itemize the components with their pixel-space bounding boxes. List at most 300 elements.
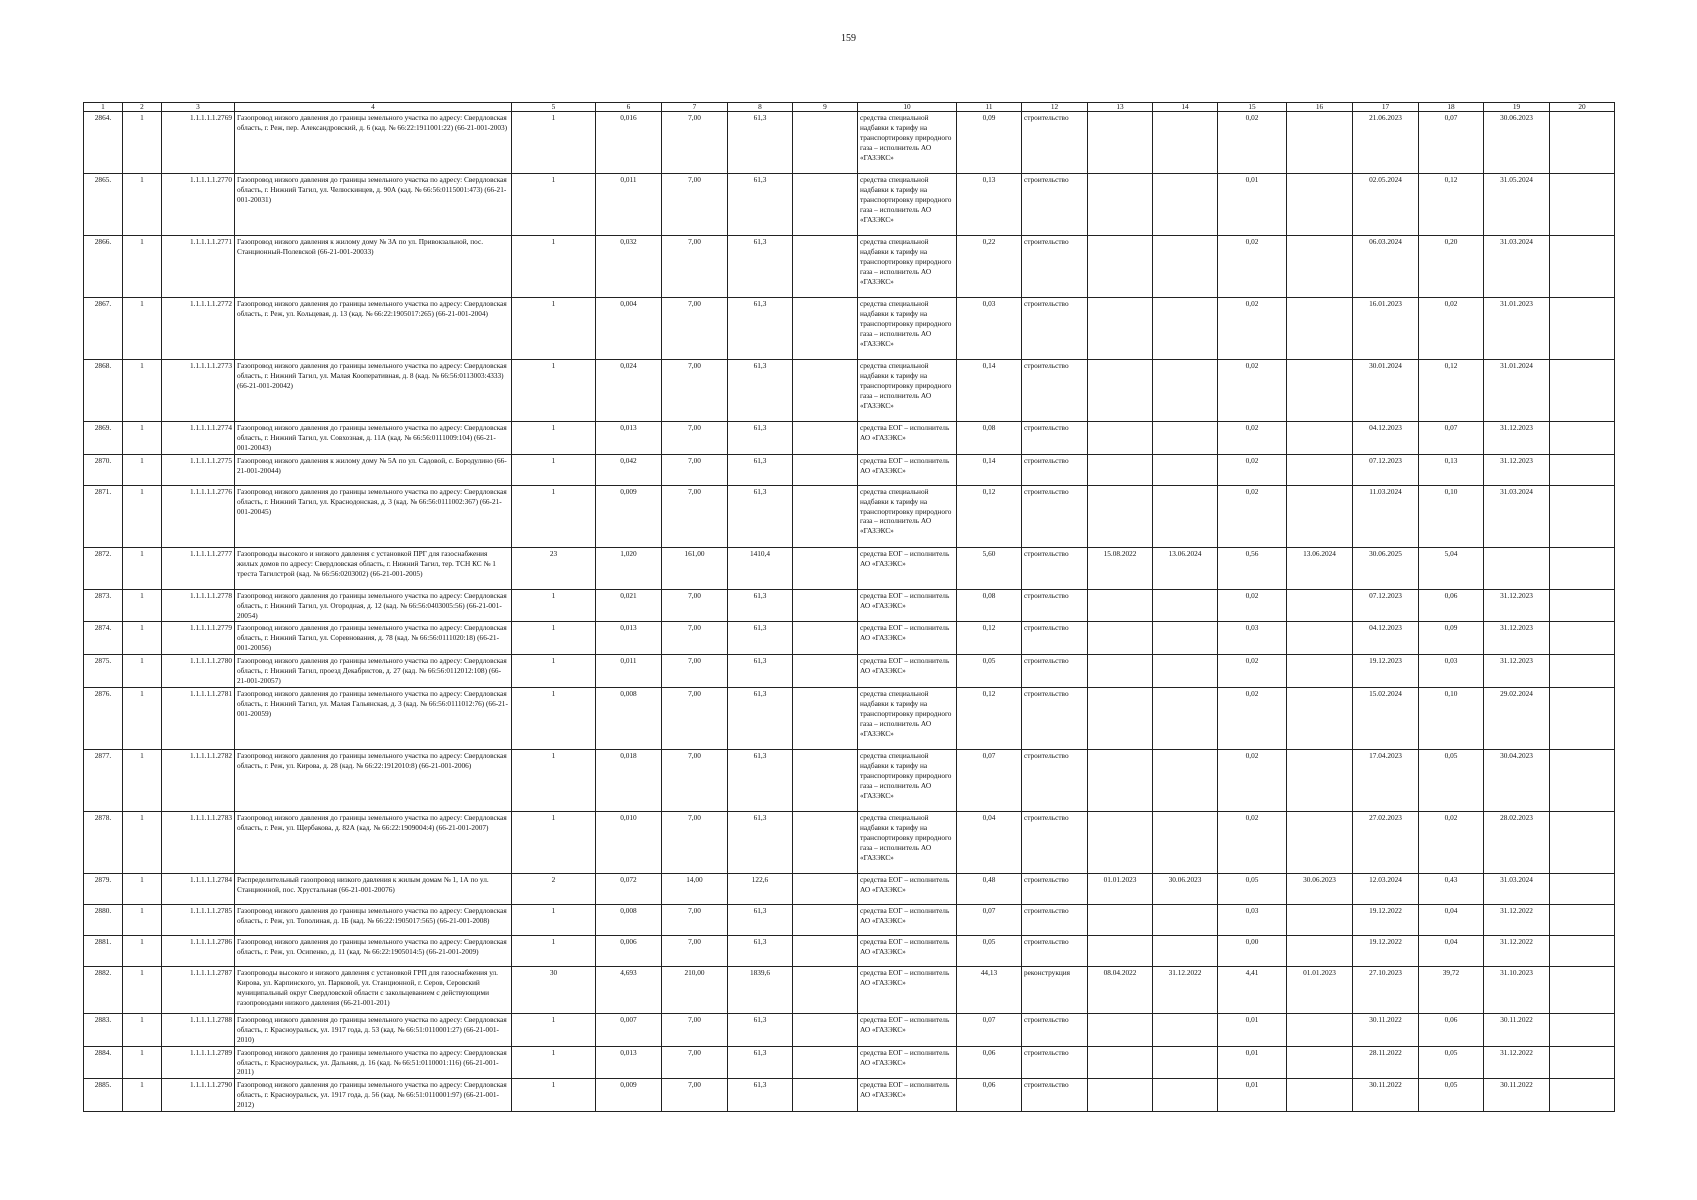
col-2-value: 1 <box>123 547 162 589</box>
col-14-date <box>1153 485 1218 547</box>
col-20-value <box>1550 1079 1615 1112</box>
col-14-date <box>1153 112 1218 174</box>
column-header: 17 <box>1353 103 1419 112</box>
col-17-date: 30.11.2022 <box>1353 1013 1419 1046</box>
table-row <box>84 298 1615 360</box>
col-17-date: 30.11.2022 <box>1353 1079 1419 1112</box>
project-code: 1.1.1.1.1.2788 <box>162 1013 235 1046</box>
col-20-value <box>1550 112 1615 174</box>
col-5-value: 1 <box>512 360 596 422</box>
col-5-value: 1 <box>512 811 596 873</box>
col-11-value: 0,48 <box>957 873 1022 904</box>
col-9-value <box>793 1013 858 1046</box>
project-code: 1.1.1.1.1.2769 <box>162 112 235 174</box>
col-6-value: 0,021 <box>596 589 662 622</box>
col-20-value <box>1550 622 1615 655</box>
col-19-date: 31.12.2022 <box>1484 935 1550 966</box>
col-7-value: 7,00 <box>662 589 728 622</box>
project-description: Газопровод низкого давления до границы земельного участка по адресу: Свердловская область, г. Красноуральск, ул. 1917 года, д. 53 (кад. № 66:51:0110001:27) (66-21-001-2010) <box>235 1013 512 1046</box>
col-7-value: 7,00 <box>662 112 728 174</box>
project-code: 1.1.1.1.1.2782 <box>162 749 235 811</box>
col-13-date: 01.01.2023 <box>1088 873 1153 904</box>
col-5-value: 2 <box>512 873 596 904</box>
col-15-value: 0,02 <box>1218 112 1287 174</box>
col-18-value: 0,06 <box>1419 1013 1484 1046</box>
col-17-date: 17.04.2023 <box>1353 749 1419 811</box>
table-row <box>84 904 1615 935</box>
row-number: 2866. <box>84 236 123 298</box>
funding-source: средства ЕОГ – исполнитель АО «ГАЗЭКС» <box>858 1079 957 1112</box>
col-15-value: 4,41 <box>1218 966 1287 1013</box>
project-description: Газопровод низкого давления до границы земельного участка по адресу: Свердловская область, г. Нижний Тагил, ул. Малая Гальянская, д. 3 (кад. № 66:56:0111012:76) (66-21-001-20059) <box>235 687 512 749</box>
table-row <box>84 1013 1615 1046</box>
col-16-date <box>1287 112 1353 174</box>
col-20-value <box>1550 904 1615 935</box>
funding-source: средства специальной надбавки к тарифу на транспортировку природного газа – исполнитель АО «ГАЗЭКС» <box>858 236 957 298</box>
funding-source: средства ЕОГ – исполнитель АО «ГАЗЭКС» <box>858 966 957 1013</box>
work-type: строительство <box>1022 1046 1088 1079</box>
table-row <box>84 112 1615 174</box>
col-16-date <box>1287 749 1353 811</box>
col-13-date <box>1088 687 1153 749</box>
col-15-value: 0,05 <box>1218 873 1287 904</box>
col-13-date <box>1088 298 1153 360</box>
col-9-value <box>793 298 858 360</box>
col-16-date <box>1287 174 1353 236</box>
col-2-value: 1 <box>123 236 162 298</box>
col-14-date <box>1153 236 1218 298</box>
project-description: Газопровод низкого давления до границы земельного участка по адресу: Свердловская область, г. Реж, ул. Осипенко, д. 11 (кад. № 66:22:1905014:5) (66-21-001-2009) <box>235 935 512 966</box>
col-7-value: 7,00 <box>662 422 728 455</box>
column-header: 7 <box>662 103 728 112</box>
col-9-value <box>793 236 858 298</box>
col-5-value: 1 <box>512 589 596 622</box>
col-18-value: 0,02 <box>1419 811 1484 873</box>
col-2-value: 1 <box>123 589 162 622</box>
col-9-value <box>793 622 858 655</box>
col-11-value: 0,04 <box>957 811 1022 873</box>
col-17-date: 02.05.2024 <box>1353 174 1419 236</box>
project-code: 1.1.1.1.1.2778 <box>162 589 235 622</box>
column-header: 6 <box>596 103 662 112</box>
col-8-value: 61,3 <box>728 112 793 174</box>
col-7-value: 7,00 <box>662 1046 728 1079</box>
col-16-date <box>1287 360 1353 422</box>
col-19-date: 31.12.2023 <box>1484 655 1550 688</box>
col-18-value: 39,72 <box>1419 966 1484 1013</box>
project-description: Газопровод низкого давления до границы земельного участка по адресу: Свердловская область, г. Реж, пер. Александровский, д. 6 (кад. № 66:22:1911001:22) (66-21-001-2003) <box>235 112 512 174</box>
col-16-date <box>1287 687 1353 749</box>
col-13-date <box>1088 1013 1153 1046</box>
col-15-value: 0,02 <box>1218 236 1287 298</box>
work-type: строительство <box>1022 904 1088 935</box>
col-11-value: 0,12 <box>957 622 1022 655</box>
col-9-value <box>793 485 858 547</box>
investment-table <box>83 102 1615 1112</box>
col-7-value: 7,00 <box>662 811 728 873</box>
project-description: Газопроводы высокого и низкого давления с установкой ГРП для газоснабжения ул. Кирова, ул. Карпинского, ул. Парковой, ул. Станционной, г. Серов, Серовский муниципальный округ Свердловской области с закольцеванием с действующими газопроводами низкого давления (66-21-001-201) <box>235 966 512 1013</box>
project-code: 1.1.1.1.1.2770 <box>162 174 235 236</box>
col-19-date <box>1484 547 1550 589</box>
col-9-value <box>793 422 858 455</box>
table-row <box>84 1079 1615 1112</box>
column-header: 2 <box>123 103 162 112</box>
row-number: 2879. <box>84 873 123 904</box>
table-row <box>84 622 1615 655</box>
col-8-value: 61,3 <box>728 360 793 422</box>
column-header: 19 <box>1484 103 1550 112</box>
col-6-value: 0,042 <box>596 454 662 485</box>
col-8-value: 122,6 <box>728 873 793 904</box>
work-type: строительство <box>1022 749 1088 811</box>
project-description: Газопровод низкого давления до границы земельного участка по адресу: Свердловская область, г. Нижний Тагил, ул. Огородная, д. 12 (кад. № 66:56:0403005:56) (66-21-001-20054) <box>235 589 512 622</box>
col-2-value: 1 <box>123 687 162 749</box>
col-20-value <box>1550 687 1615 749</box>
col-14-date <box>1153 811 1218 873</box>
col-2-value: 1 <box>123 655 162 688</box>
col-5-value: 1 <box>512 112 596 174</box>
col-20-value <box>1550 966 1615 1013</box>
row-number: 2872. <box>84 547 123 589</box>
col-6-value: 0,016 <box>596 112 662 174</box>
table-row <box>84 935 1615 966</box>
col-14-date <box>1153 935 1218 966</box>
project-code: 1.1.1.1.1.2774 <box>162 422 235 455</box>
col-15-value: 0,02 <box>1218 749 1287 811</box>
col-5-value: 23 <box>512 547 596 589</box>
row-number: 2865. <box>84 174 123 236</box>
col-20-value <box>1550 1046 1615 1079</box>
col-11-value: 0,14 <box>957 360 1022 422</box>
col-19-date: 31.03.2024 <box>1484 873 1550 904</box>
col-14-date: 31.12.2022 <box>1153 966 1218 1013</box>
funding-source: средства специальной надбавки к тарифу на транспортировку природного газа – исполнитель АО «ГАЗЭКС» <box>858 749 957 811</box>
project-description: Газопровод низкого давления до границы земельного участка по адресу: Свердловская область, г. Нижний Тагил, ул. Челюскинцев, д. 90А (кад. № 66:56:0115001:473) (66-21-001-20031) <box>235 174 512 236</box>
col-19-date: 31.10.2023 <box>1484 966 1550 1013</box>
col-2-value: 1 <box>123 422 162 455</box>
column-header: 20 <box>1550 103 1615 112</box>
col-13-date <box>1088 1046 1153 1079</box>
funding-source: средства ЕОГ – исполнитель АО «ГАЗЭКС» <box>858 422 957 455</box>
col-2-value: 1 <box>123 1046 162 1079</box>
project-code: 1.1.1.1.1.2780 <box>162 655 235 688</box>
col-7-value: 210,00 <box>662 966 728 1013</box>
col-14-date <box>1153 904 1218 935</box>
project-description: Газопровод низкого давления до границы земельного участка по адресу: Свердловская область, г. Нижний Тагил, проезд Декабристов, д. 27 (кад. № 66:56:0112012:108) (66-21-001-20057) <box>235 655 512 688</box>
col-9-value <box>793 112 858 174</box>
project-code: 1.1.1.1.1.2789 <box>162 1046 235 1079</box>
row-number: 2871. <box>84 485 123 547</box>
col-13-date: 08.04.2022 <box>1088 966 1153 1013</box>
column-header: 8 <box>728 103 793 112</box>
col-16-date <box>1287 935 1353 966</box>
col-19-date: 31.05.2024 <box>1484 174 1550 236</box>
col-11-value: 0,07 <box>957 749 1022 811</box>
project-code: 1.1.1.1.1.2783 <box>162 811 235 873</box>
col-19-date: 31.12.2022 <box>1484 1046 1550 1079</box>
col-7-value: 7,00 <box>662 360 728 422</box>
work-type: строительство <box>1022 622 1088 655</box>
col-18-value: 0,04 <box>1419 935 1484 966</box>
col-20-value <box>1550 1013 1615 1046</box>
col-13-date <box>1088 360 1153 422</box>
col-16-date: 13.06.2024 <box>1287 547 1353 589</box>
col-9-value <box>793 749 858 811</box>
col-13-date <box>1088 422 1153 455</box>
col-6-value: 0,006 <box>596 935 662 966</box>
col-11-value: 5,60 <box>957 547 1022 589</box>
funding-source: средства ЕОГ – исполнитель АО «ГАЗЭКС» <box>858 904 957 935</box>
column-header: 1 <box>84 103 123 112</box>
col-6-value: 0,008 <box>596 904 662 935</box>
col-17-date: 04.12.2023 <box>1353 622 1419 655</box>
col-17-date: 19.12.2023 <box>1353 655 1419 688</box>
col-15-value: 0,56 <box>1218 547 1287 589</box>
row-number: 2875. <box>84 655 123 688</box>
table-row <box>84 547 1615 589</box>
col-8-value: 61,3 <box>728 236 793 298</box>
project-code: 1.1.1.1.1.2777 <box>162 547 235 589</box>
col-6-value: 0,018 <box>596 749 662 811</box>
project-code: 1.1.1.1.1.2772 <box>162 298 235 360</box>
col-20-value <box>1550 236 1615 298</box>
col-8-value: 61,3 <box>728 174 793 236</box>
col-20-value <box>1550 547 1615 589</box>
col-8-value: 61,3 <box>728 935 793 966</box>
project-code: 1.1.1.1.1.2776 <box>162 485 235 547</box>
col-11-value: 0,08 <box>957 589 1022 622</box>
work-type: строительство <box>1022 454 1088 485</box>
table-row <box>84 873 1615 904</box>
row-number: 2880. <box>84 904 123 935</box>
col-17-date: 19.12.2022 <box>1353 935 1419 966</box>
col-18-value: 0,20 <box>1419 236 1484 298</box>
table-row <box>84 422 1615 455</box>
funding-source: средства ЕОГ – исполнитель АО «ГАЗЭКС» <box>858 547 957 589</box>
col-9-value <box>793 454 858 485</box>
col-14-date <box>1153 174 1218 236</box>
col-9-value <box>793 1046 858 1079</box>
col-16-date <box>1287 1013 1353 1046</box>
col-20-value <box>1550 360 1615 422</box>
col-17-date: 06.03.2024 <box>1353 236 1419 298</box>
col-18-value: 0,06 <box>1419 589 1484 622</box>
col-5-value: 1 <box>512 236 596 298</box>
work-type: строительство <box>1022 1013 1088 1046</box>
col-17-date: 07.12.2023 <box>1353 589 1419 622</box>
col-6-value: 0,072 <box>596 873 662 904</box>
col-2-value: 1 <box>123 966 162 1013</box>
work-type: строительство <box>1022 589 1088 622</box>
table-row <box>84 589 1615 622</box>
col-6-value: 0,013 <box>596 422 662 455</box>
col-5-value: 1 <box>512 749 596 811</box>
col-19-date: 28.02.2023 <box>1484 811 1550 873</box>
row-number: 2885. <box>84 1079 123 1112</box>
col-7-value: 14,00 <box>662 873 728 904</box>
col-5-value: 1 <box>512 422 596 455</box>
project-code: 1.1.1.1.1.2787 <box>162 966 235 1013</box>
col-17-date: 11.03.2024 <box>1353 485 1419 547</box>
col-16-date: 01.01.2023 <box>1287 966 1353 1013</box>
col-2-value: 1 <box>123 174 162 236</box>
col-9-value <box>793 873 858 904</box>
col-13-date <box>1088 811 1153 873</box>
work-type: строительство <box>1022 422 1088 455</box>
col-15-value: 0,01 <box>1218 174 1287 236</box>
col-15-value: 0,02 <box>1218 454 1287 485</box>
header-row <box>84 103 1615 112</box>
col-8-value: 1410,4 <box>728 547 793 589</box>
col-16-date <box>1287 454 1353 485</box>
col-8-value: 61,3 <box>728 1013 793 1046</box>
funding-source: средства специальной надбавки к тарифу на транспортировку природного газа – исполнитель АО «ГАЗЭКС» <box>858 811 957 873</box>
col-15-value: 0,00 <box>1218 935 1287 966</box>
row-number: 2873. <box>84 589 123 622</box>
work-type: реконструкция <box>1022 966 1088 1013</box>
project-code: 1.1.1.1.1.2781 <box>162 687 235 749</box>
col-8-value: 61,3 <box>728 589 793 622</box>
funding-source: средства ЕОГ – исполнитель АО «ГАЗЭКС» <box>858 935 957 966</box>
col-2-value: 1 <box>123 1013 162 1046</box>
col-19-date: 31.01.2024 <box>1484 360 1550 422</box>
col-16-date: 30.06.2023 <box>1287 873 1353 904</box>
column-header: 18 <box>1419 103 1484 112</box>
funding-source: средства специальной надбавки к тарифу на транспортировку природного газа – исполнитель АО «ГАЗЭКС» <box>858 298 957 360</box>
column-header: 13 <box>1088 103 1153 112</box>
col-15-value: 0,01 <box>1218 1013 1287 1046</box>
project-code: 1.1.1.1.1.2775 <box>162 454 235 485</box>
col-15-value: 0,03 <box>1218 622 1287 655</box>
col-6-value: 0,008 <box>596 687 662 749</box>
work-type: строительство <box>1022 485 1088 547</box>
col-8-value: 61,3 <box>728 298 793 360</box>
col-8-value: 61,3 <box>728 687 793 749</box>
work-type: строительство <box>1022 174 1088 236</box>
col-17-date: 16.01.2023 <box>1353 298 1419 360</box>
col-17-date: 07.12.2023 <box>1353 454 1419 485</box>
col-14-date <box>1153 622 1218 655</box>
col-18-value: 0,10 <box>1419 687 1484 749</box>
col-19-date: 29.02.2024 <box>1484 687 1550 749</box>
project-description: Газопровод низкого давления до границы земельного участка по адресу: Свердловская область, г. Реж, ул. Щербакова, д. 82А (кад. № 66:22:1909004:4) (66-21-001-2007) <box>235 811 512 873</box>
project-description: Газопровод низкого давления до границы земельного участка по адресу: Свердловская область, г. Нижний Тагил, ул. Совхозная, д. 11А (кад. № 66:56:0111009:104) (66-21-001-20043) <box>235 422 512 455</box>
col-7-value: 7,00 <box>662 622 728 655</box>
col-7-value: 7,00 <box>662 174 728 236</box>
col-11-value: 0,07 <box>957 1013 1022 1046</box>
col-8-value: 1839,6 <box>728 966 793 1013</box>
col-16-date <box>1287 1079 1353 1112</box>
col-11-value: 0,05 <box>957 935 1022 966</box>
col-11-value: 0,13 <box>957 174 1022 236</box>
col-8-value: 61,3 <box>728 749 793 811</box>
col-15-value: 0,02 <box>1218 422 1287 455</box>
col-11-value: 0,12 <box>957 687 1022 749</box>
col-6-value: 1,020 <box>596 547 662 589</box>
col-5-value: 1 <box>512 1079 596 1112</box>
col-18-value: 0,09 <box>1419 622 1484 655</box>
col-20-value <box>1550 485 1615 547</box>
col-18-value: 0,04 <box>1419 904 1484 935</box>
row-number: 2874. <box>84 622 123 655</box>
col-13-date <box>1088 622 1153 655</box>
col-13-date <box>1088 935 1153 966</box>
col-9-value <box>793 547 858 589</box>
col-16-date <box>1287 422 1353 455</box>
col-14-date <box>1153 1079 1218 1112</box>
col-14-date <box>1153 422 1218 455</box>
col-20-value <box>1550 749 1615 811</box>
table-row <box>84 236 1615 298</box>
col-7-value: 7,00 <box>662 904 728 935</box>
col-19-date: 31.01.2023 <box>1484 298 1550 360</box>
project-description: Газопровод низкого давления до границы земельного участка по адресу: Свердловская область, г. Красноуральск, ул. 1917 года, д. 56 (кад. № 66:51:0110001:97) (66-21-001-2012) <box>235 1079 512 1112</box>
col-18-value: 0,13 <box>1419 454 1484 485</box>
col-7-value: 7,00 <box>662 454 728 485</box>
table-row <box>84 360 1615 422</box>
project-code: 1.1.1.1.1.2784 <box>162 873 235 904</box>
col-16-date <box>1287 904 1353 935</box>
project-code: 1.1.1.1.1.2785 <box>162 904 235 935</box>
work-type: строительство <box>1022 547 1088 589</box>
project-description: Газопровод низкого давления до границы земельного участка по адресу: Свердловская область, г. Нижний Тагил, ул. Краснодонская, д. 3 (кад. № 66:56:0111002:367) (66-21-001-20045) <box>235 485 512 547</box>
col-5-value: 1 <box>512 655 596 688</box>
col-15-value: 0,01 <box>1218 1046 1287 1079</box>
col-5-value: 1 <box>512 1013 596 1046</box>
work-type: строительство <box>1022 112 1088 174</box>
col-5-value: 1 <box>512 1046 596 1079</box>
col-14-date <box>1153 687 1218 749</box>
work-type: строительство <box>1022 655 1088 688</box>
col-9-value <box>793 811 858 873</box>
col-8-value: 61,3 <box>728 622 793 655</box>
funding-source: средства ЕОГ – исполнитель АО «ГАЗЭКС» <box>858 589 957 622</box>
col-6-value: 0,013 <box>596 1046 662 1079</box>
col-14-date <box>1153 1013 1218 1046</box>
col-5-value: 30 <box>512 966 596 1013</box>
col-6-value: 0,009 <box>596 485 662 547</box>
col-5-value: 1 <box>512 904 596 935</box>
column-header: 11 <box>957 103 1022 112</box>
col-18-value: 0,07 <box>1419 422 1484 455</box>
col-19-date: 31.12.2022 <box>1484 904 1550 935</box>
col-7-value: 7,00 <box>662 935 728 966</box>
row-number: 2884. <box>84 1046 123 1079</box>
funding-source: средства ЕОГ – исполнитель АО «ГАЗЭКС» <box>858 1013 957 1046</box>
work-type: строительство <box>1022 360 1088 422</box>
col-8-value: 61,3 <box>728 811 793 873</box>
col-16-date <box>1287 622 1353 655</box>
table-row <box>84 687 1615 749</box>
col-9-value <box>793 904 858 935</box>
funding-source: средства ЕОГ – исполнитель АО «ГАЗЭКС» <box>858 1046 957 1079</box>
col-9-value <box>793 1079 858 1112</box>
funding-source: средства специальной надбавки к тарифу на транспортировку природного газа – исполнитель АО «ГАЗЭКС» <box>858 360 957 422</box>
column-header: 10 <box>858 103 957 112</box>
table-row <box>84 454 1615 485</box>
work-type: строительство <box>1022 873 1088 904</box>
col-17-date: 30.01.2024 <box>1353 360 1419 422</box>
col-17-date: 21.06.2023 <box>1353 112 1419 174</box>
col-9-value <box>793 360 858 422</box>
col-7-value: 7,00 <box>662 236 728 298</box>
col-19-date: 31.12.2023 <box>1484 454 1550 485</box>
col-6-value: 0,032 <box>596 236 662 298</box>
col-2-value: 1 <box>123 1079 162 1112</box>
col-8-value: 61,3 <box>728 1046 793 1079</box>
col-11-value: 0,07 <box>957 904 1022 935</box>
col-2-value: 1 <box>123 873 162 904</box>
